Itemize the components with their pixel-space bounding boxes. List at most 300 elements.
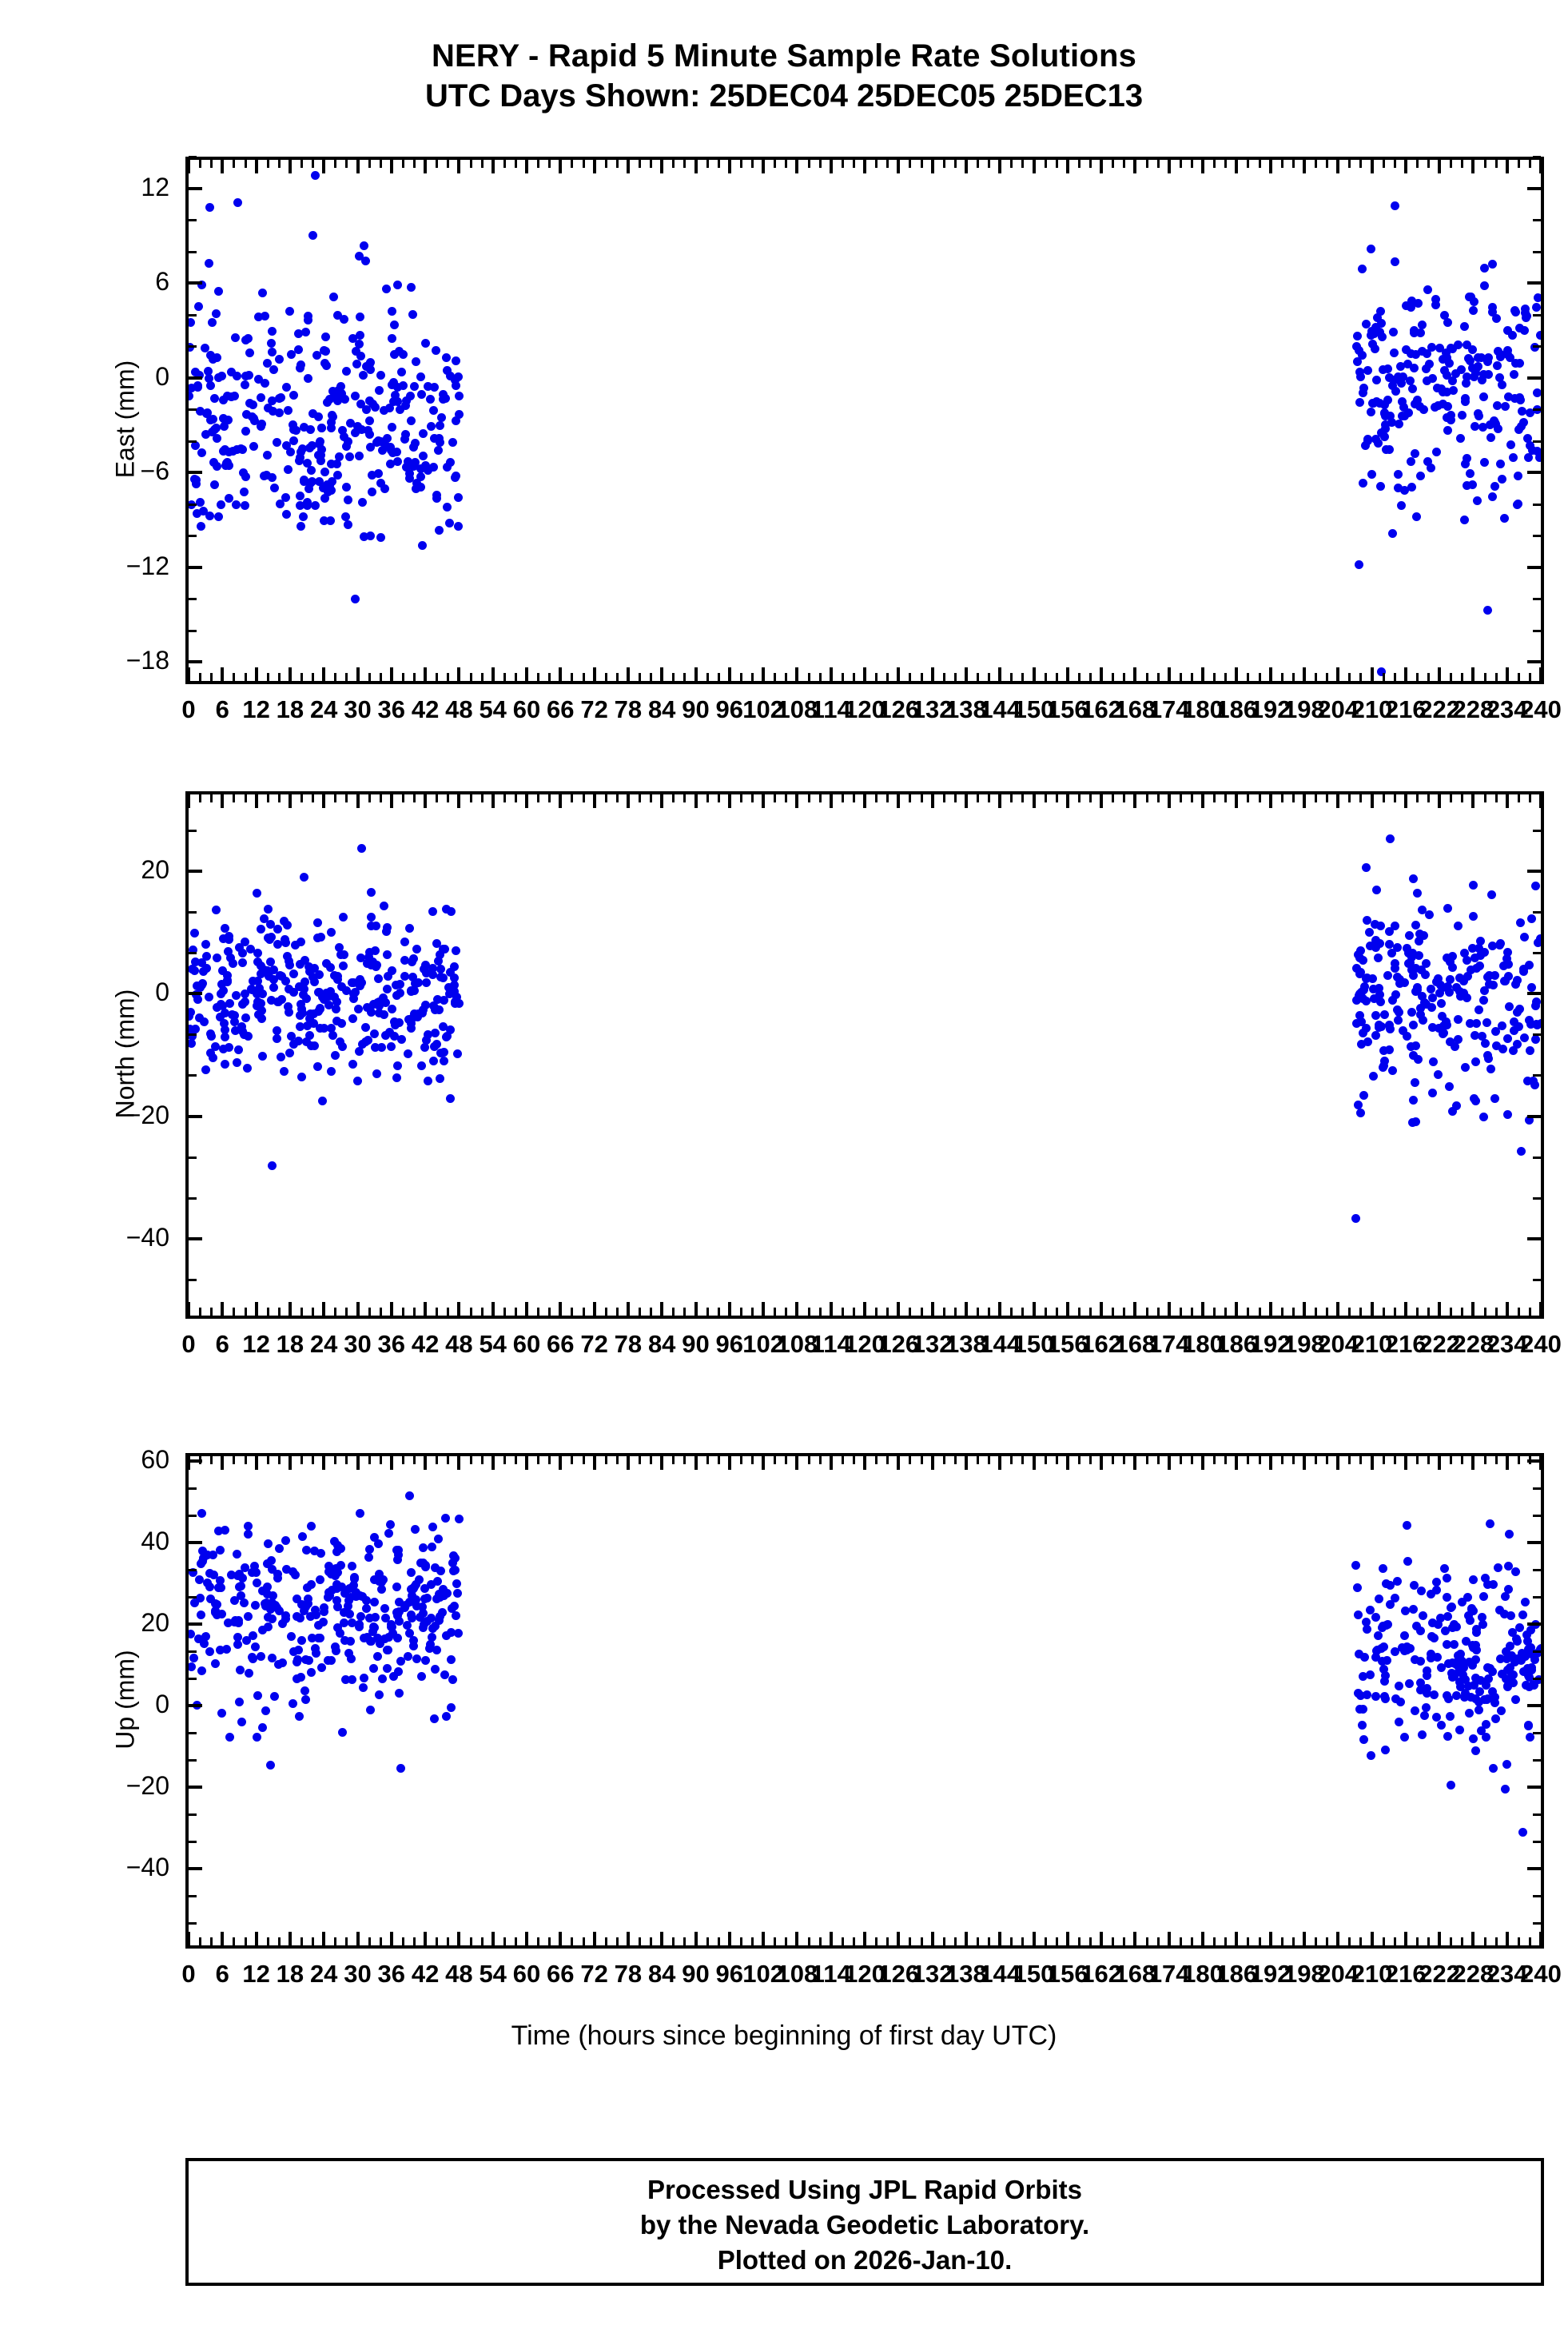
data-point: [273, 1570, 282, 1579]
data-point: [324, 1567, 333, 1576]
data-point: [1474, 1005, 1483, 1014]
data-point: [1455, 1726, 1464, 1734]
data-point: [431, 1665, 440, 1674]
data-point: [1465, 1658, 1474, 1666]
x-minor-tick: [977, 1308, 979, 1316]
x-minor-tick: [537, 1308, 539, 1316]
data-point: [320, 359, 329, 368]
data-point: [264, 1539, 273, 1548]
x-minor-tick: [199, 160, 201, 168]
x-minor-tick: [1191, 160, 1193, 168]
y-minor-tick: [189, 345, 197, 348]
x-tick-label: 12: [242, 1960, 270, 1988]
x-minor-tick: [1202, 1937, 1204, 1945]
data-point: [251, 1642, 260, 1651]
x-minor-tick: [718, 1937, 720, 1945]
x-minor-tick: [1100, 673, 1103, 681]
data-point: [1383, 971, 1392, 980]
x-minor-tick: [402, 794, 404, 802]
data-point: [200, 1017, 209, 1026]
x-minor-tick: [391, 673, 393, 681]
x-minor-tick: [256, 1456, 258, 1464]
x-minor-tick: [875, 794, 878, 802]
data-point: [1480, 986, 1489, 995]
y-minor-tick: [1533, 1922, 1541, 1925]
data-point: [205, 203, 214, 212]
x-minor-tick: [447, 1937, 449, 1945]
x-minor-tick: [1045, 1937, 1047, 1945]
x-minor-tick: [1303, 794, 1306, 802]
data-point: [386, 1520, 395, 1529]
x-minor-tick: [1359, 160, 1362, 168]
x-minor-tick: [1326, 1308, 1328, 1316]
x-tick-label: 18: [276, 1960, 304, 1988]
x-minor-tick: [1157, 1937, 1160, 1945]
x-minor-tick: [1078, 1308, 1080, 1316]
data-point: [1483, 357, 1492, 366]
x-minor-tick: [571, 1308, 573, 1316]
y-minor-tick: [1533, 1678, 1541, 1680]
data-point: [1405, 931, 1414, 940]
y-minor-tick: [1533, 251, 1541, 253]
x-minor-tick: [1067, 673, 1069, 681]
data-point: [306, 425, 315, 434]
data-point: [1464, 1682, 1473, 1690]
data-point: [300, 977, 309, 986]
x-minor-tick: [380, 673, 382, 681]
data-point: [450, 987, 459, 996]
data-point: [1443, 1593, 1451, 1602]
data-point: [208, 318, 217, 327]
x-minor-tick: [943, 1308, 945, 1316]
data-point: [447, 1655, 456, 1664]
data-point: [1375, 984, 1383, 993]
data-point: [329, 293, 338, 301]
data-point: [227, 368, 236, 376]
data-point: [1452, 983, 1461, 992]
data-point: [1454, 1035, 1463, 1044]
x-minor-tick: [458, 1308, 460, 1316]
x-minor-tick: [672, 673, 675, 681]
x-tick-label: 150: [1013, 695, 1055, 723]
data-point: [332, 1596, 341, 1605]
y-tick-label: 0: [155, 977, 169, 1007]
data-point: [443, 503, 452, 512]
data-point: [397, 1035, 406, 1044]
data-point: [420, 965, 428, 973]
data-point: [368, 488, 376, 496]
data-point: [365, 416, 374, 425]
data-point: [1362, 1618, 1371, 1626]
data-point: [201, 1065, 210, 1074]
data-point: [1432, 448, 1441, 456]
x-minor-tick: [1495, 160, 1498, 168]
x-minor-tick: [470, 794, 472, 802]
x-minor-tick: [1100, 1308, 1103, 1316]
data-point: [1493, 401, 1502, 410]
data-point: [411, 1525, 420, 1534]
data-point: [1380, 432, 1389, 441]
data-point: [254, 313, 263, 321]
data-point: [429, 406, 438, 415]
x-minor-tick: [932, 673, 934, 681]
data-point: [1489, 1764, 1498, 1773]
data-point: [1394, 470, 1403, 479]
x-minor-tick: [323, 673, 325, 681]
x-minor-tick: [300, 1937, 303, 1945]
y-minor-tick: [1533, 661, 1541, 663]
data-point: [192, 480, 201, 488]
data-point: [1469, 881, 1478, 890]
data-point: [410, 382, 419, 391]
x-minor-tick: [897, 794, 900, 802]
data-point: [440, 1057, 448, 1065]
data-point: [1490, 418, 1499, 427]
data-point: [1466, 469, 1474, 478]
page-subtitle: UTC Days Shown: 25DEC04 25DEC05 25DEC13: [424, 78, 1144, 113]
data-point: [225, 999, 234, 1008]
x-minor-tick: [1067, 1456, 1069, 1464]
data-point: [1498, 475, 1506, 484]
x-minor-tick: [391, 160, 393, 168]
x-minor-tick: [965, 1308, 968, 1316]
data-point: [318, 993, 327, 1001]
data-point: [1355, 398, 1364, 407]
x-minor-tick: [1067, 1937, 1069, 1945]
data-point: [205, 993, 213, 1001]
data-point: [1522, 312, 1531, 320]
data-point: [1520, 933, 1529, 942]
data-point: [1409, 1021, 1418, 1029]
x-minor-tick: [559, 160, 562, 168]
data-point: [388, 334, 396, 343]
x-tick-label: 222: [1419, 1960, 1460, 1988]
x-minor-tick: [943, 794, 945, 802]
x-minor-tick: [1383, 1456, 1385, 1464]
data-point: [1479, 996, 1488, 1005]
x-minor-tick: [1495, 1456, 1498, 1464]
x-minor-tick: [368, 1937, 371, 1945]
data-point: [221, 924, 229, 933]
y-minor-tick: [189, 1596, 197, 1598]
x-minor-tick: [1383, 160, 1385, 168]
data-point: [1487, 890, 1496, 899]
x-minor-tick: [762, 1308, 765, 1316]
x-minor-tick: [571, 1937, 573, 1945]
data-point: [1452, 1101, 1461, 1110]
x-minor-tick: [751, 673, 754, 681]
x-minor-tick: [345, 1308, 348, 1316]
y-tick-label: −20: [125, 1771, 169, 1801]
x-minor-tick: [999, 1308, 1001, 1316]
data-point: [1466, 1616, 1474, 1625]
data-point: [383, 985, 392, 993]
data-point: [364, 426, 372, 435]
data-point: [428, 1624, 437, 1633]
x-minor-tick: [424, 794, 427, 802]
data-point: [432, 1040, 441, 1049]
data-point: [316, 1634, 324, 1642]
data-point: [396, 989, 404, 997]
x-minor-tick: [1292, 1308, 1295, 1316]
x-minor-tick: [537, 1937, 539, 1945]
x-tick-label: 222: [1419, 1330, 1460, 1358]
x-minor-tick: [729, 673, 731, 681]
data-point: [258, 989, 267, 998]
data-point: [235, 1698, 244, 1706]
x-minor-tick: [909, 794, 911, 802]
x-minor-tick: [256, 1308, 258, 1316]
data-point: [234, 1045, 243, 1054]
x-minor-tick: [729, 1308, 731, 1316]
data-point: [277, 393, 285, 402]
data-point: [356, 352, 365, 360]
x-minor-tick: [1236, 794, 1238, 802]
data-point: [404, 1652, 412, 1661]
data-point: [365, 1545, 374, 1554]
data-point: [372, 438, 381, 447]
x-minor-tick: [380, 1937, 382, 1945]
y-minor-tick: [1533, 630, 1541, 632]
x-minor-tick: [1405, 1937, 1407, 1945]
x-minor-tick: [718, 160, 720, 168]
x-minor-tick: [672, 1456, 675, 1464]
data-point: [289, 1040, 298, 1049]
data-point: [197, 1666, 206, 1675]
x-minor-tick: [1281, 160, 1283, 168]
data-point: [307, 1668, 316, 1677]
data-point: [320, 1024, 328, 1033]
x-minor-tick: [1010, 673, 1013, 681]
data-point: [332, 1005, 340, 1013]
x-minor-tick: [1506, 1937, 1509, 1945]
data-point: [1472, 1646, 1481, 1654]
data-point: [316, 1575, 324, 1584]
data-point: [244, 1530, 253, 1539]
x-minor-tick: [954, 1937, 957, 1945]
data-point: [322, 959, 331, 968]
data-point: [1497, 1706, 1506, 1715]
x-minor-tick: [695, 794, 698, 802]
x-minor-tick: [312, 160, 314, 168]
x-tick-label: 234: [1486, 1330, 1528, 1358]
x-minor-tick: [526, 1937, 528, 1945]
data-point: [284, 406, 293, 415]
data-point: [217, 1709, 226, 1718]
y-minor-tick: [189, 1116, 197, 1118]
data-point: [233, 198, 242, 207]
data-point: [297, 1600, 306, 1609]
x-minor-tick: [1033, 1937, 1036, 1945]
x-tick-label: 114: [810, 1330, 851, 1358]
data-point: [453, 1049, 462, 1058]
data-point: [261, 1706, 270, 1715]
x-minor-tick: [616, 1456, 619, 1464]
x-minor-tick: [1100, 160, 1103, 168]
data-point: [356, 313, 364, 321]
data-point: [412, 479, 421, 488]
x-tick-label: 210: [1351, 1960, 1393, 1988]
x-minor-tick: [1281, 1937, 1283, 1945]
x-minor-tick: [977, 160, 979, 168]
data-point: [1525, 961, 1534, 969]
data-point: [1351, 1561, 1360, 1570]
x-minor-tick: [267, 160, 269, 168]
data-point: [1427, 1590, 1435, 1598]
x-minor-tick: [594, 1308, 596, 1316]
data-point: [1414, 299, 1423, 308]
x-minor-tick: [583, 1308, 585, 1316]
footer-line-1: Processed Using JPL Rapid Orbits: [647, 2175, 1083, 2204]
x-tick-label: 138: [945, 1960, 987, 1988]
x-minor-tick: [481, 1308, 484, 1316]
x-minor-tick: [1010, 794, 1013, 802]
data-point: [384, 1529, 393, 1538]
data-point: [448, 438, 457, 447]
x-minor-tick: [842, 1308, 844, 1316]
data-point: [249, 1654, 257, 1663]
x-minor-tick: [1123, 160, 1125, 168]
x-minor-tick: [627, 160, 630, 168]
data-point: [1418, 347, 1427, 356]
x-minor-tick: [672, 1937, 675, 1945]
data-point: [246, 945, 255, 954]
data-point: [393, 1061, 402, 1070]
x-minor-tick: [751, 160, 754, 168]
x-minor-tick: [1292, 1937, 1295, 1945]
y-minor-tick: [1533, 377, 1541, 380]
x-minor-tick: [785, 794, 787, 802]
footer-line-2: by the Nevada Geodetic Laboratory.: [639, 2210, 1090, 2239]
data-point: [273, 1034, 281, 1043]
data-point: [249, 442, 258, 451]
data-point: [1400, 486, 1409, 495]
x-minor-tick: [1134, 1456, 1136, 1464]
x-minor-tick: [762, 1937, 765, 1945]
data-point: [268, 327, 277, 336]
data-point: [1432, 1713, 1441, 1722]
x-minor-tick: [661, 1937, 663, 1945]
data-point: [340, 432, 348, 441]
data-point: [441, 394, 450, 403]
x-minor-tick: [1450, 673, 1452, 681]
y-tick-label: −40: [125, 1222, 169, 1252]
data-point: [1366, 1670, 1375, 1679]
data-point: [1354, 1101, 1363, 1109]
x-minor-tick: [1337, 1308, 1339, 1316]
data-point: [1411, 921, 1420, 930]
data-point: [297, 1073, 306, 1081]
data-point: [442, 905, 451, 914]
data-point: [1375, 1594, 1383, 1603]
data-point: [307, 1580, 316, 1589]
x-minor-tick: [323, 794, 325, 802]
data-point: [273, 925, 282, 934]
x-minor-tick: [965, 794, 968, 802]
x-minor-tick: [1045, 1308, 1047, 1316]
x-minor-tick: [954, 794, 957, 802]
data-point: [1390, 348, 1399, 357]
y-minor-tick: [189, 1841, 197, 1843]
data-point: [1388, 381, 1397, 390]
y-minor-tick: [189, 1074, 197, 1077]
data-point: [348, 1014, 357, 1023]
x-tick-label: 222: [1419, 695, 1460, 723]
y-minor-tick: [189, 282, 197, 285]
data-point: [1430, 1634, 1439, 1642]
data-point: [1459, 977, 1468, 985]
y-minor-tick: [1533, 504, 1541, 506]
data-point: [340, 1636, 349, 1645]
data-point: [1461, 1063, 1470, 1072]
data-point: [353, 1077, 362, 1085]
x-minor-tick: [977, 1937, 979, 1945]
x-tick-label: 216: [1384, 1330, 1427, 1358]
x-minor-tick: [402, 1937, 404, 1945]
data-point: [1386, 1025, 1395, 1033]
x-minor-tick: [1540, 160, 1542, 168]
data-point: [1458, 1598, 1467, 1606]
x-minor-tick: [368, 1456, 371, 1464]
data-point: [1397, 501, 1406, 510]
y-tick-label: 0: [155, 361, 169, 391]
y-minor-tick: [1533, 1542, 1541, 1544]
data-point: [1514, 500, 1522, 508]
x-minor-tick: [357, 1937, 360, 1945]
x-minor-tick: [1303, 673, 1306, 681]
data-point: [1372, 376, 1381, 384]
y-minor-tick: [1533, 1157, 1541, 1159]
x-tick-label: 156: [1046, 1330, 1088, 1358]
data-point: [412, 945, 421, 954]
x-minor-tick: [1213, 673, 1216, 681]
x-minor-tick: [886, 673, 889, 681]
data-point: [190, 929, 199, 938]
data-point: [1488, 492, 1497, 501]
x-minor-tick: [1518, 1937, 1520, 1945]
data-point: [416, 464, 425, 473]
data-point: [187, 1662, 196, 1671]
x-minor-tick: [559, 1937, 562, 1945]
x-minor-tick: [1180, 160, 1182, 168]
data-point: [436, 421, 444, 430]
data-point: [1367, 245, 1375, 253]
x-minor-tick: [718, 1456, 720, 1464]
data-point: [1469, 1606, 1478, 1615]
x-minor-tick: [921, 1456, 923, 1464]
y-minor-tick: [1533, 188, 1541, 190]
x-minor-tick: [233, 673, 235, 681]
data-point: [358, 1592, 367, 1601]
x-minor-tick: [1146, 1308, 1148, 1316]
data-point: [432, 494, 441, 503]
x-minor-tick: [1180, 673, 1182, 681]
data-point: [422, 978, 431, 987]
y-minor-tick: [1533, 1895, 1541, 1897]
x-minor-tick: [1213, 160, 1216, 168]
data-point: [430, 1714, 439, 1723]
data-point: [238, 958, 247, 967]
y-minor-tick: [1533, 1074, 1541, 1077]
x-minor-tick: [627, 794, 630, 802]
data-point: [1356, 372, 1365, 381]
x-tick-label: 186: [1216, 695, 1258, 723]
x-minor-tick: [954, 1308, 957, 1316]
data-point: [382, 285, 391, 293]
data-point: [1416, 1626, 1425, 1635]
data-point: [212, 424, 221, 432]
data-point: [417, 1672, 426, 1681]
